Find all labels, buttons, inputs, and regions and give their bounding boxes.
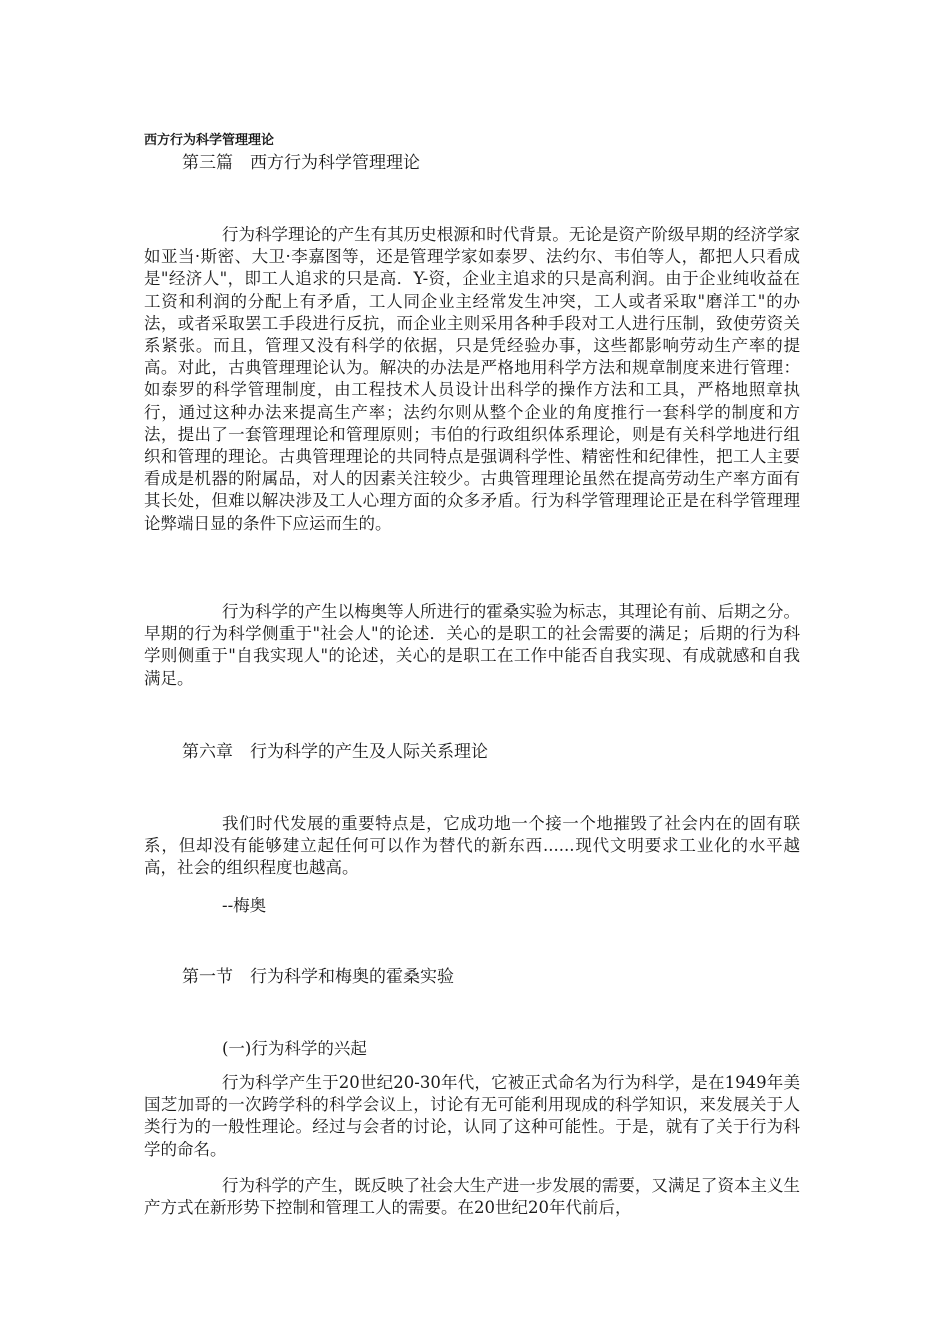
quote-paragraph: 我们时代发展的重要特点是，它成功地一个接一个地摧毁了社会内在的固有联系，但却没有能够建立起任何可以作为替代的新东西......现代文明要求工业化的水平越高，社会的组织程度也越高。: [144, 814, 800, 878]
quote-author: --梅奥: [222, 896, 267, 915]
document-title: 西方行为科学管理理论: [144, 133, 275, 148]
body-paragraph-2: 行为科学的产生，既反映了社会大生产进一步发展的需要，又满足了资本主义生产方式在新形势下控制和管理工人的需要。在20世纪20年代前后，: [144, 1176, 800, 1218]
intro-paragraph-2: 行为科学的产生以梅奥等人所进行的霍桑实验为标志，其理论有前、后期之分。早期的行为科学侧重于"社会人"的论述．关心的是职工的社会需要的满足；后期的行为科学则侧重于"自我实现人"的论述，关心的是职工在工作中能否自我实现、有成就感和自我满足。: [144, 602, 800, 688]
chapter-heading: 第六章 行为科学的产生及人际关系理论: [182, 742, 488, 762]
part-heading: 第三篇 西方行为科学管理理论: [182, 153, 420, 173]
body-paragraph-1: 行为科学产生于20世纪20-30年代，它被正式命名为行为科学，是在1949年美国芝加哥的一次跨学科的科学会议上，讨论有无可能利用现成的科学知识，来发展关于人类行为的一般性理论。经过与会者的讨论，认同了这种可能性。于是，就有了关于行为科学的命名。: [144, 1073, 800, 1159]
section-heading: 第一节 行为科学和梅奥的霍桑实验: [182, 967, 454, 987]
intro-paragraph-1: 行为科学理论的产生有其历史根源和时代背景。无论是资产阶级早期的经济学家如亚当·斯密、大卫·李嘉图等，还是管理学家如泰罗、法约尔、韦伯等人，都把人只看成是"经济人"，即工人追求的只是高．Y-资，企业主追求的只是高利润。由于企业纯收益在工资和利润的分配上有矛盾，工人同企业主经常发生冲突，工人或者采取"磨洋工"的办法，或者采取罢工手段进行反抗，而企业主则采用各种手段对工人进行压制，致使劳资关系紧张。而且，管理又没有科学的依据，只是凭经验办事，这些都影响劳动生产率的提高。对此，古典管理理论认为。解决的办法是严格地用科学方法和规章制度来进行管理：如泰罗的科学管理制度，由工程技术人员设计出科学的操作方法和工具，严格地照章执行，通过这种办法来提高生产率；法约尔则从整个企业的角度推行一套科学的制度和方法，提出了一套管理理论和管理原则；韦伯的行政组织体系理论，则是有关科学地进行组织和管理的理论。古典管理理论的共同特点是强调科学性、精密性和纪律性，把工人主要看成是机器的附属品，对人的因素关注较少。古典管理理论虽然在提高劳动生产率方面有其长处，但难以解决涉及工人心理方面的众多矛盾。行为科学管理理论正是在科学管理理论弊端日显的条件下应运而生的。: [144, 225, 800, 533]
subsection-heading: (一)行为科学的兴起: [222, 1039, 367, 1058]
